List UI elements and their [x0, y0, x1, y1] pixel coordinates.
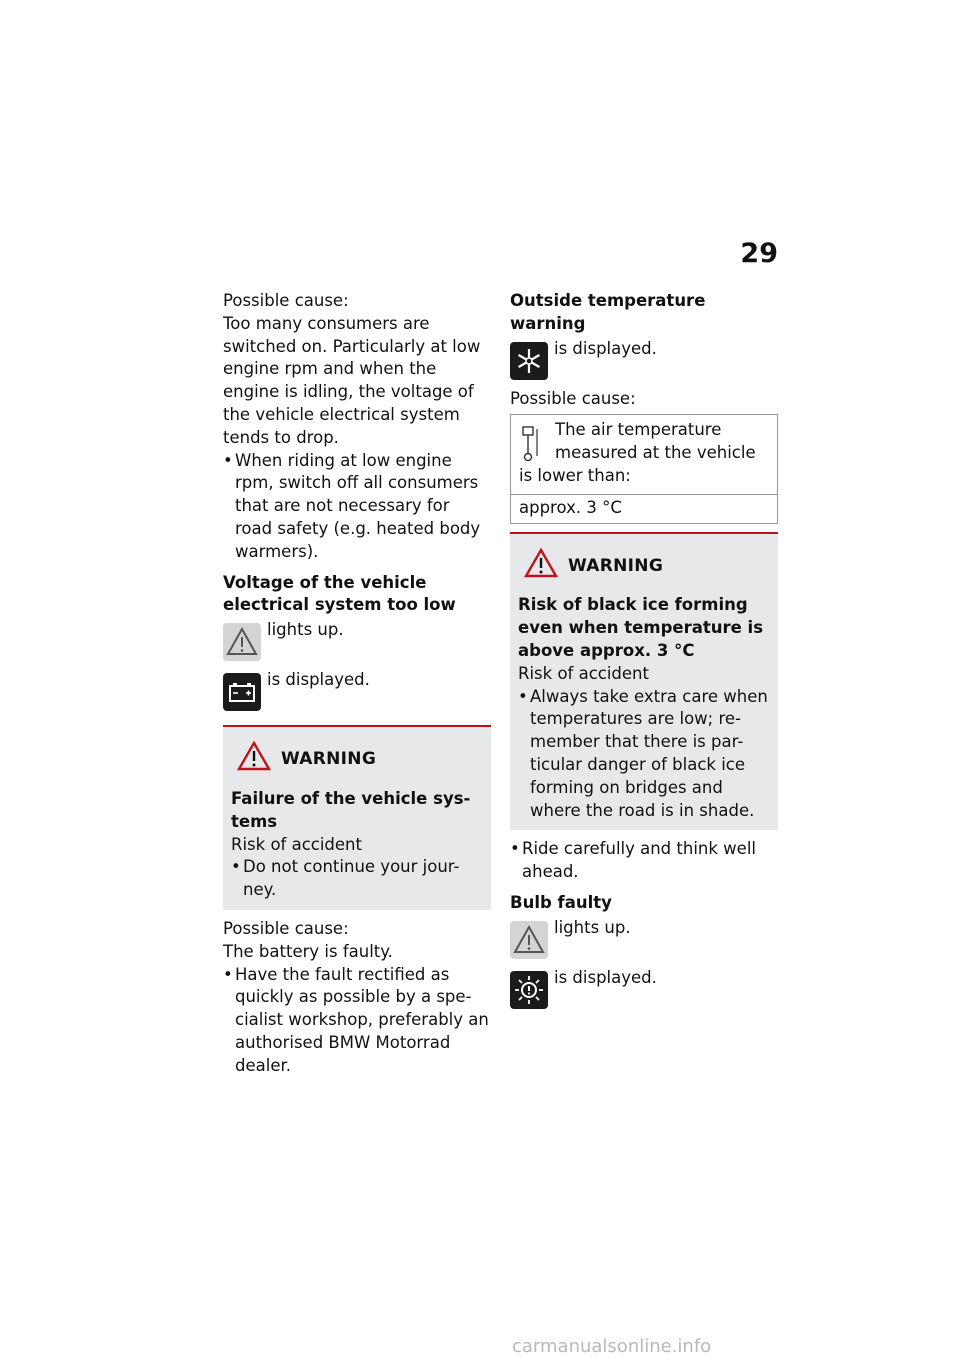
icon-caption: is displayed. — [554, 338, 657, 358]
thermometer-icon — [519, 423, 543, 470]
icon-caption: is displayed. — [267, 670, 370, 690]
snowflake-icon — [510, 342, 548, 380]
warning-box — [510, 532, 778, 831]
bullet-item: • Have the fault rectified as quickly as possible by a spe-cialist workshop, preferably an authorised BMW Motorrad dealer. — [223, 964, 491, 1078]
warning-bullet: • Do not continue your jour-ney. — [231, 856, 483, 902]
icon-caption: is displayed. — [554, 967, 657, 987]
warning-risk: Risk of accident — [231, 834, 362, 854]
cause-label: Possible cause: — [223, 291, 349, 310]
cause-text: The battery is faulty. — [223, 941, 393, 961]
icon-row — [223, 619, 491, 667]
warning-title: Risk of black ice forming even when temperature is above approx. 3 °C — [518, 595, 764, 660]
icon-caption: lights up. — [554, 917, 631, 937]
table-text: The air temperature — [555, 420, 722, 440]
warning-icon — [237, 741, 271, 778]
bulb-icon — [510, 971, 548, 1009]
warning-title: Failure of the vehicle sys-tems — [231, 788, 471, 831]
table-text: is lower than: — [519, 465, 631, 485]
cause-text: Too many consumers are switched on. Particularly at low engine rpm and when the engine is idling, the voltage of the vehicle electrical system tends to drop. — [223, 313, 481, 447]
footer-watermark: carmanualsonline.info — [512, 1336, 712, 1357]
right-column — [510, 290, 778, 1015]
icon-row — [510, 967, 778, 1015]
warning-label: WARNING — [281, 749, 377, 770]
icon-row — [510, 917, 778, 965]
section-heading: Bulb faulty — [510, 892, 612, 912]
left-column — [223, 290, 491, 1078]
bullet-item: • When riding at low engine rpm, switch off all consumers that are not necessary for road safety (e.g. heated body warmers). — [223, 450, 491, 564]
warning-risk: Risk of accident — [518, 663, 649, 683]
warning-triangle-icon — [510, 921, 548, 959]
warning-bullet: • Always take extra care when temperatures are low; re-member that there is par-ticular danger of black ice forming on bridges and where the road is in shade. — [518, 686, 770, 823]
icon-row — [510, 338, 778, 386]
icon-row — [223, 669, 491, 717]
warning-box — [223, 725, 491, 910]
icon-caption: lights up. — [267, 620, 344, 640]
section-heading: Outside temperature warning — [510, 291, 706, 333]
table-text: measured at the vehicle — [555, 443, 756, 463]
warning-icon — [524, 548, 558, 585]
bullet-item: • Ride carefully and think well ahead. — [510, 838, 778, 884]
table-value: approx. 3 °C — [511, 494, 777, 523]
temperature-table — [510, 414, 778, 523]
battery-icon — [223, 673, 261, 711]
section-heading: Voltage of the vehicle electrical system too low — [223, 572, 456, 615]
warning-triangle-icon — [223, 623, 261, 661]
cause-label: Possible cause: — [510, 388, 636, 408]
warning-label: WARNING — [568, 555, 664, 576]
page-number: 29 — [740, 238, 778, 269]
cause-label: Possible cause: — [223, 918, 349, 938]
